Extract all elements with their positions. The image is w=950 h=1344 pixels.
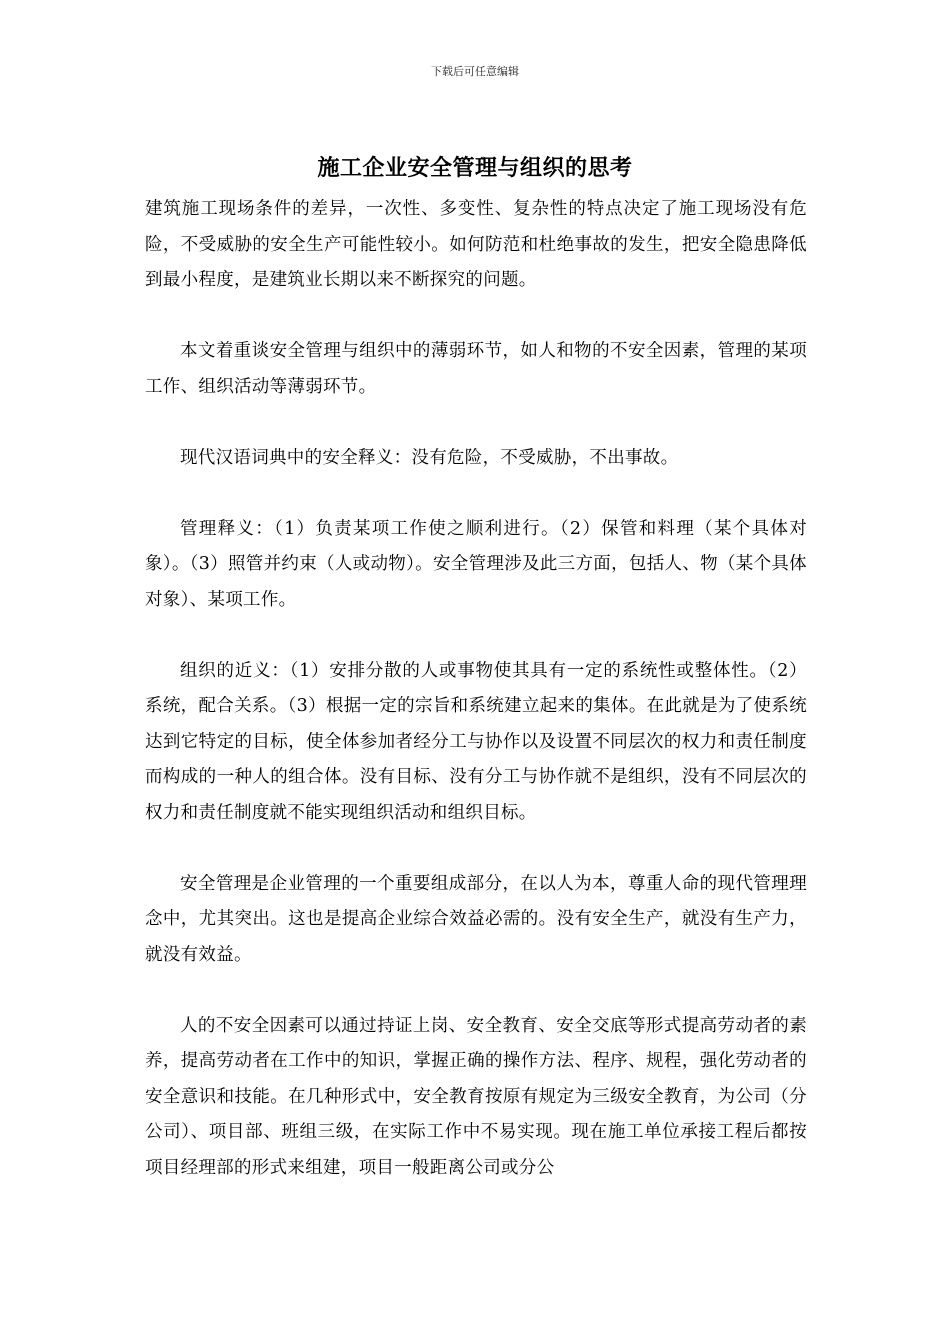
paragraph: 现代汉语词典中的安全释义：没有危险，不受威胁，不出事故。: [180, 447, 679, 468]
paragraph: 管理释义：（1）负责某项工作使之顺利进行。（2）保管和料理（某个具体对象）。（3）照管并约束（人或动物）。安全管理涉及此三方面，包括人、物（某个具体对象）、某项工作。: [145, 518, 807, 610]
page-header: 下载后可任意编辑: [431, 65, 519, 78]
document-body: [145, 192, 807, 1186]
document-title: 施工企业安全管理与组织的思考: [317, 155, 633, 181]
paragraph: 组织的近义：（1）安排分散的人或事物使其具有一定的系统性或整体性。（2）系统，配合关系。（3）根据一定的宗旨和系统建立起来的集体。在此就是为了使系统达到它特定的目标，使全体参加者经分工与协作以及设置不同层次的权力和责任制度而构成的一种人的组合体。没有目标、没有分工与协作就不是组织，没有不同层次的权力和责任制度就不能实现组织活动和组织目标。: [145, 660, 807, 823]
paragraph: 安全管理是企业管理的一个重要组成部分，在以人为本，尊重人命的现代管理理念中，尤其突出。这也是提高企业综合效益必需的。没有安全生产，就没有生产力，就没有效益。: [145, 873, 807, 965]
paragraph: 人的不安全因素可以通过持证上岗、安全教育、安全交底等形式提高劳动者的素养，提高劳动者在工作中的知识，掌握正确的操作方法、程序、规程，强化劳动者的安全意识和技能。在几种形式中，安全教育按原有规定为三级安全教育，为公司（分公司）、项目部、班组三级，在实际工作中不易实现。现在施工单位承接工程后都按项目经理部的形式来组建，项目一般距离公司或分公: [145, 1015, 807, 1178]
paragraph-intro: 建筑施工现场条件的差异，一次性、多变性、复杂性的特点决定了施工现场没有危险，不受威胁的安全生产可能性较小。如何防范和杜绝事故的发生，把安全隐患降低到最小程度，是建筑业长期以来不断探究的问题。: [145, 199, 807, 290]
paragraph: 本文着重谈安全管理与组织中的薄弱环节，如人和物的不安全因素，管理的某项工作、组织活动等薄弱环节。: [145, 341, 807, 397]
